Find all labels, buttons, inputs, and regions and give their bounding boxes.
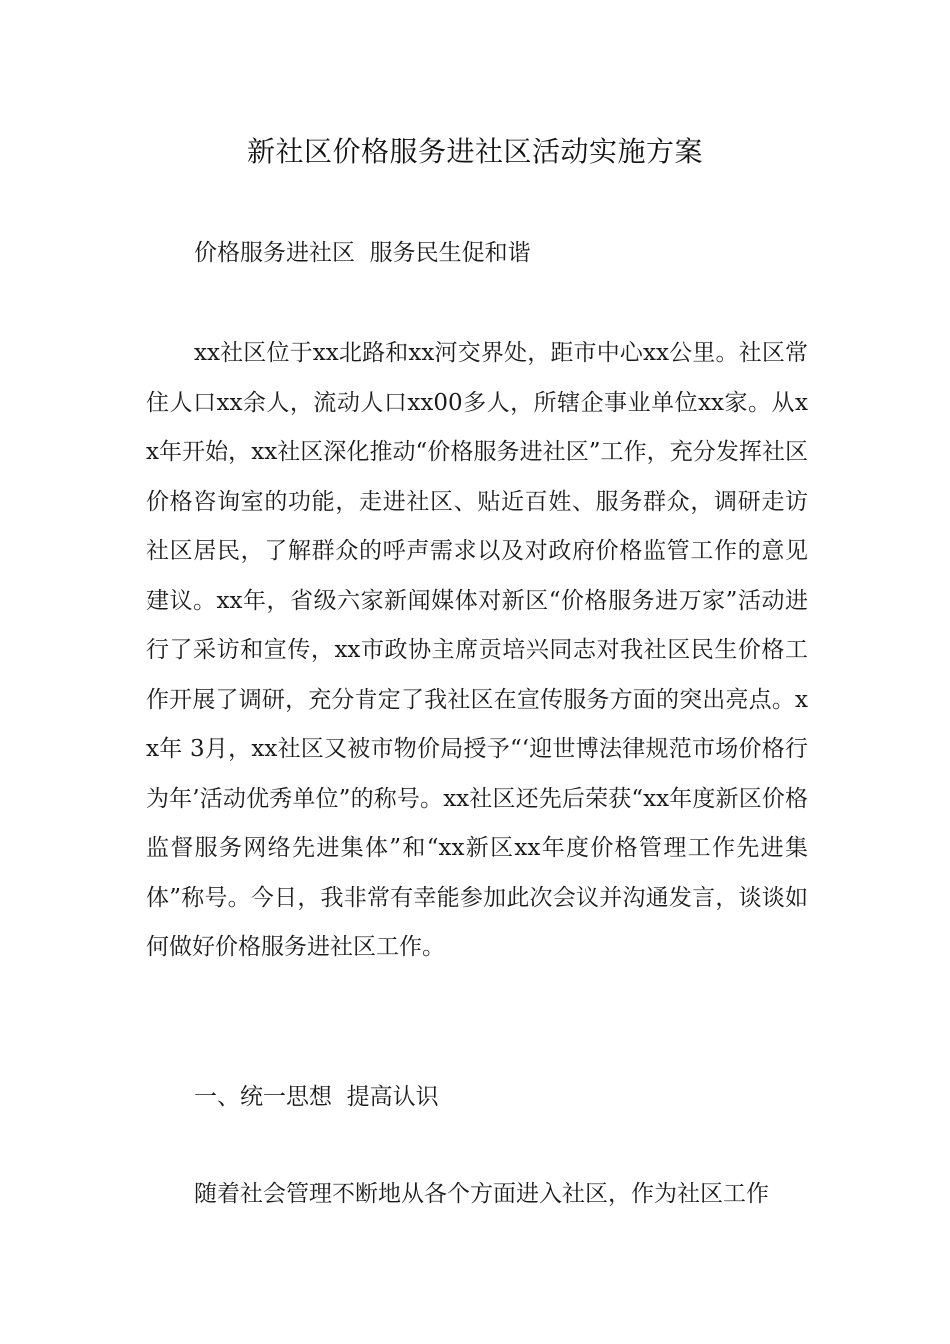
document-title: 新社区价格服务进社区活动实施方案 [246, 135, 703, 168]
section-1-paragraph: 随着社会管理不断地从各个方面进入社区，作为社区工作 [194, 1181, 769, 1207]
document-subtitle: 价格服务进社区 服务民生促和谐 [194, 240, 531, 266]
intro-paragraph: xx社区位于xx北路和xx河交界处，距市中心xx公里。社区常住人口xx余人，流动人口xx00多人，所辖企事业单位xx家。从xx年开始，xx社区深化推动“价格服务进社区”工作，充分发挥社区价格咨询室的功能，走进社区、贴近百姓、服务群众，调研走访社区居民，了解群众的呼声需求以及对政府价格监管工作的意见建议。xx年，省级六家新闻媒体对新区“价格服务进万家”活动进行了采访和宣传，xx市政协主席贡培兴同志对我社区民生价格工作开展了调研，充分肯定了我社区在宣传服务方面的突出亮点。xx年 3月，xx社区又被市物价局授予“‘迎世博法律规范市场价格行为年’活动优秀单位”的称号。xx社区还先后荣获“xx年度新区价格监督服务网络先进集体”和“xx新区xx年度价格管理工作先进集体”称号。今日，我非常有幸能参加此次会议并沟通发言，谈谈如何做好价格服务进社区工作。 [146, 340, 808, 960]
section-heading-1: 一、统一思想 提高认识 [194, 1084, 439, 1110]
